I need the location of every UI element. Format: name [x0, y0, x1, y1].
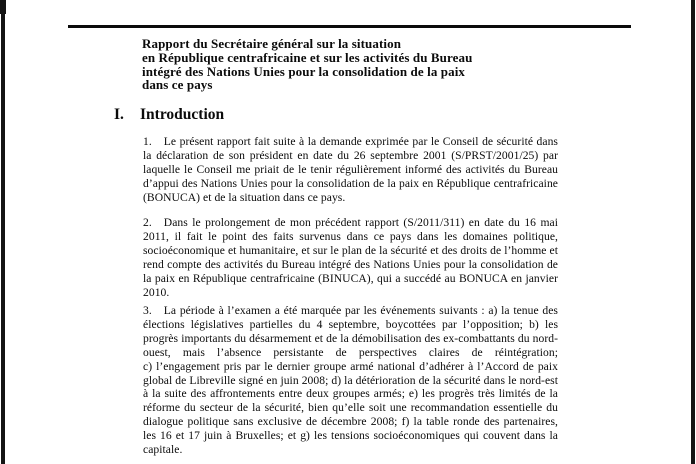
header-rule [68, 25, 631, 28]
section-heading-introduction [114, 105, 224, 124]
paragraph-2-text: Dans le prolongement de mon précédent rapport (S/2011/311) en date du 16 mai 2011, il fait le point des faits survenus dans ce pays dans les domaines politique, socioéconomique et humanitaire, et sur le plan de la sécurité et des droits de l’homme et rend compte des activités du Bureau intégré des Nations Unies pour la consolidation de la paix en République centrafricaine (BINUCA), qui a succédé au BONUCA en janvier 2010. [143, 216, 558, 299]
paragraph-3-number: 3. [143, 304, 152, 317]
paragraph-3-text: La période à l’examen a été marquée par les événements suivants : a) la tenue des élections législatives partielles du 4 septembre, boycottées par l’opposition; b) les progrès importants du désarmement et de la démobilisation des ex-combattants du nord-ouest, mais l’absence persistante de perspectives claires de réintégration; c) l’engagement pris par le dernier groupe armé national d’adhérer à l’Accord de paix global de Libreville signé en juin 2008; d) la détérioration de la sécurité dans le nord-est à la suite des affrontements entre deux groupes armés; e) les progrès très limités de la réforme du secteur de la sécurité, bien qu’elle soit une recommandation essentielle du dialogue politique sans exclusive de décembre 2008; f) la table ronde des partenaires, les 16 et 17 juin à Bruxelles; et g) les tensions socioéconomiques qui couvent dans la capitale. [143, 304, 558, 457]
title-line: dans ce pays [142, 77, 213, 93]
paragraph-2 [143, 216, 558, 299]
page-left-border-cap [0, 0, 6, 14]
paragraph-1-text: Le présent rapport fait suite à la demande exprimée par le Conseil de sécurité dans la déclaration de son président en date du 26 septembre 2001 (S/PRST/2001/25) par laquelle le Conseil me priait de le tenir régulièrement informé des activités du Bureau d’appui des Nations Unies pour la consolidation de la paix en République centrafricaine (BONUCA) et de la situation dans ce pays. [143, 135, 558, 204]
page-left-border [1, 0, 5, 464]
paragraph-3 [143, 304, 558, 457]
section-heading-label: Introduction [140, 106, 225, 123]
title-line: en République centrafricaine et sur les activités du Bureau [142, 49, 473, 65]
paragraph-1-number: 1. [143, 135, 152, 148]
page-right-border [691, 0, 695, 464]
report-title [142, 37, 592, 92]
paragraph-1 [143, 135, 558, 205]
title-line: intégré des Nations Unies pour la consolidation de la paix [142, 63, 466, 79]
title-line: Rapport du Secrétaire général sur la situation [142, 36, 402, 51]
paragraph-2-number: 2. [143, 216, 152, 229]
section-numeral: I. [114, 106, 124, 123]
